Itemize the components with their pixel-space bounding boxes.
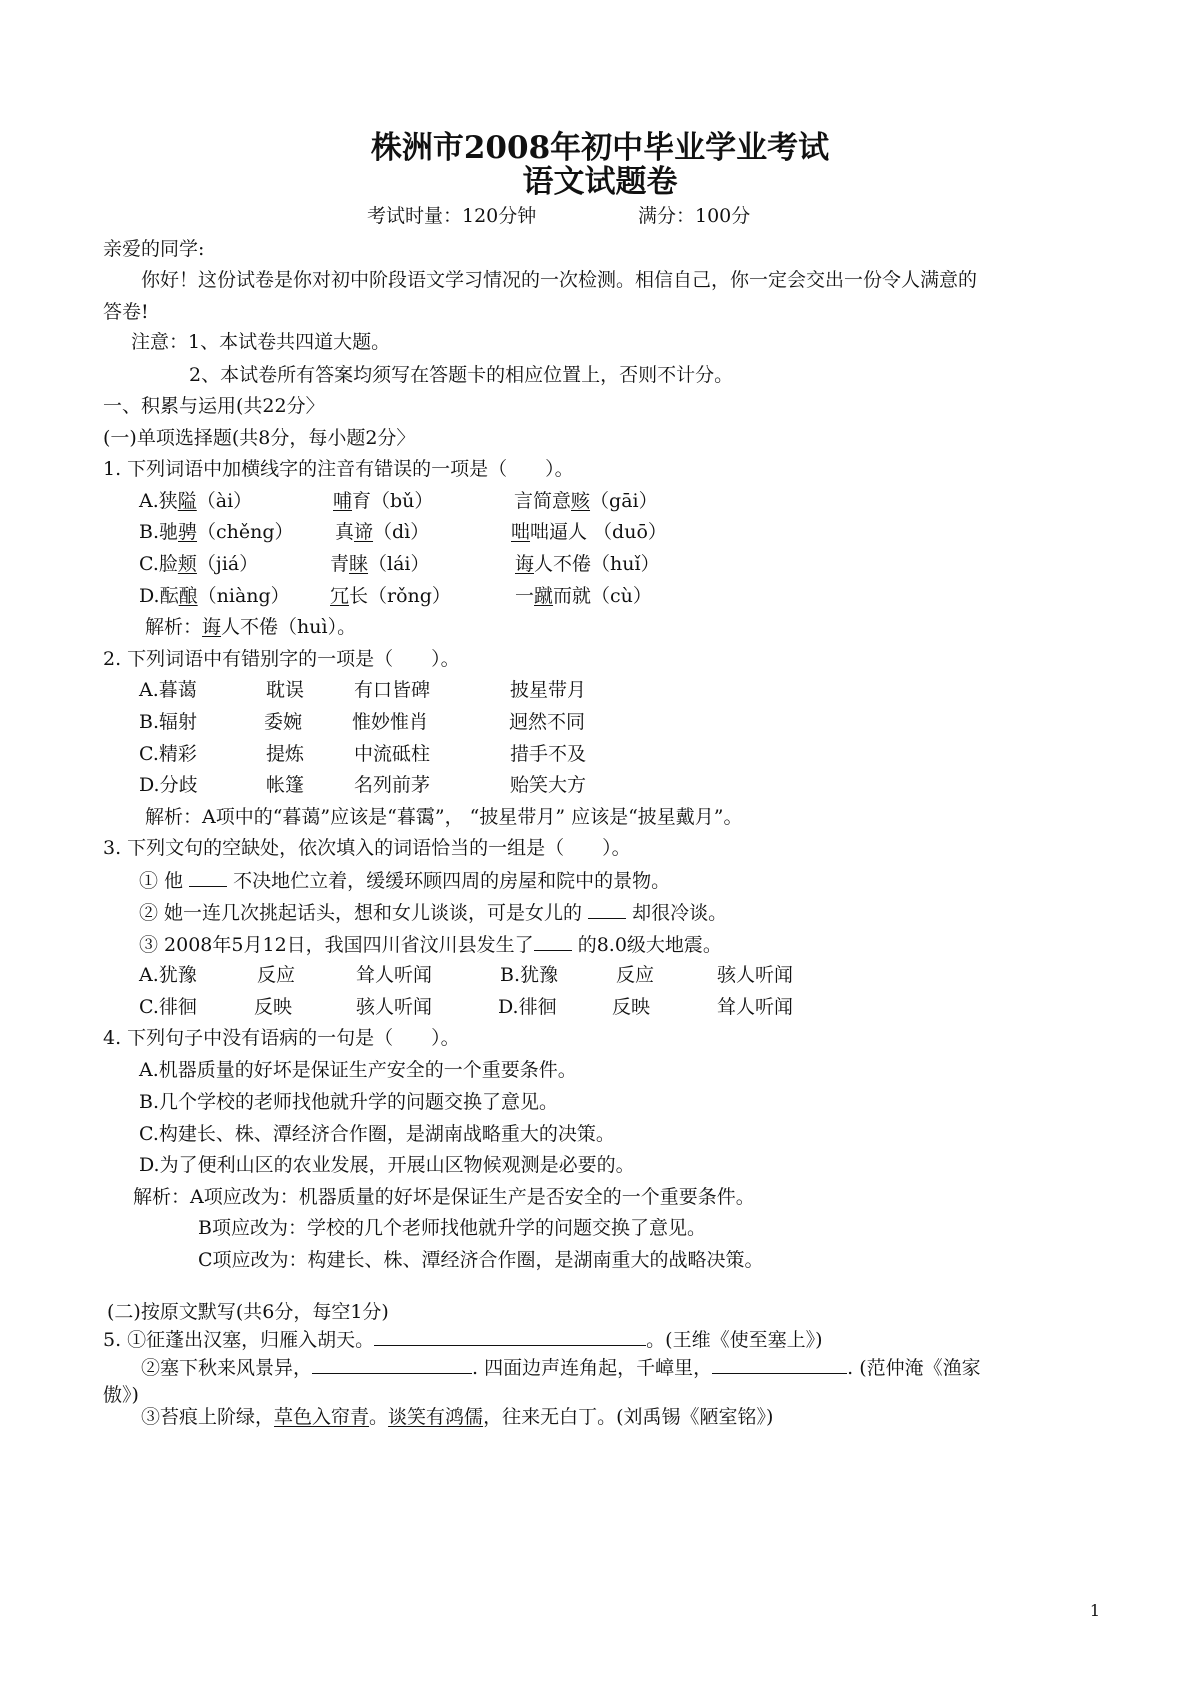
q1-b-3: 咄咄逼人 （duō）	[511, 521, 667, 543]
q2-b-4: 迥然不同	[509, 711, 586, 733]
q4-option-a: A.机器质量的好坏是保证生产安全的一个重要条件。	[139, 1059, 577, 1081]
q2-c-4: 措手不及	[510, 743, 587, 765]
q4-stem: 4. 下列句子中没有语病的一句是（ ）。	[103, 1027, 460, 1049]
q5-line-3: 傲》)	[103, 1384, 139, 1406]
q4-analysis-1: 解析：A项应改为：机器质量的好坏是保证生产是否安全的一个重要条件。	[133, 1186, 755, 1208]
exam-subtitle: 语文试题卷	[522, 164, 678, 200]
q3-opt-d-1: D.徘徊	[498, 996, 557, 1018]
q1-b-1: B.驰骋（chěng）	[139, 521, 294, 543]
fill-blank	[374, 1327, 646, 1346]
q3-opt-c-2: 反映	[254, 996, 293, 1018]
q2-a-2: 耽误	[266, 679, 305, 701]
q1-a-3: 言简意赅（gāi）	[514, 490, 658, 512]
q3-opt-d-3: 耸人听闻	[717, 996, 794, 1018]
q2-b-2: 委婉	[264, 711, 303, 733]
q1-a-2: 哺育（bǔ）	[333, 490, 434, 512]
fill-blank	[534, 932, 572, 951]
q2-b-1: B.辐射	[139, 711, 198, 733]
q4-analysis-3: C项应改为：构建长、株、潭经济合作圈，是湖南重大的战略决策。	[198, 1249, 764, 1271]
q1-d-2: 冗长（rǒng）	[330, 585, 451, 607]
q2-c-2: 提炼	[266, 743, 305, 765]
exam-title: 株洲市2008年初中毕业学业考试	[370, 130, 830, 166]
note-1: 注意：1、本试卷共四道大题。	[131, 331, 391, 353]
q4-option-c: C.构建长、株、潭经济合作圈，是湖南战略重大的决策。	[139, 1123, 615, 1145]
q3-opt-b-2: 反应	[616, 964, 655, 986]
q2-d-4: 贻笑大方	[510, 774, 587, 796]
page-number: 1	[1089, 1601, 1100, 1620]
intro-line-1: 你好！这份试卷是你对初中阶段语文学习情况的一次检测。相信自己，你一定会交出一份令人满意的	[141, 269, 978, 291]
q3-opt-a-2: 反应	[257, 964, 296, 986]
q2-d-2: 帐篷	[266, 774, 305, 796]
q5-line-1: 5. ①征蓬出汉塞，归雁入胡天。 。(王维《使至塞上》)	[103, 1329, 823, 1351]
q2-b-3: 惟妙惟肖	[352, 711, 429, 733]
q3-sentence-1: ① 他 不决地伫立着，缓缓环顾四周的房屋和院中的景物。	[139, 870, 671, 892]
q2-analysis: 解析：A项中的“暮蔼”应该是“暮霭”， “披星带月” 应该是“披星戴月”。	[145, 806, 743, 828]
q2-stem: 2. 下列词语中有错别字的一项是（ ）。	[103, 648, 460, 670]
fill-blank	[312, 1355, 472, 1374]
q2-c-1: C.精彩	[139, 743, 197, 765]
q3-stem: 3. 下列文句的空缺处，依次填入的词语恰当的一组是（ ）。	[103, 837, 631, 859]
fill-blank	[189, 868, 227, 887]
q2-c-3: 中流砥柱	[354, 743, 431, 765]
q2-a-4: 披星带月	[510, 679, 587, 701]
q2-d-3: 名列前茅	[354, 774, 431, 796]
q1-b-2: 真谛（dì）	[335, 521, 430, 543]
exam-time: 考试时量：120分钟	[367, 205, 537, 227]
q1-a-1: A.狭隘（ài）	[139, 490, 253, 512]
q1-stem: 1. 下列词语中加横线字的注音有错误的一项是（ ）。	[103, 458, 574, 480]
q3-opt-a-1: A.犹豫	[139, 964, 197, 986]
q3-opt-d-2: 反映	[612, 996, 651, 1018]
fill-blank	[712, 1355, 847, 1374]
q5-line-2: ②塞下秋来风景异， . 四面边声连角起，千嶂里， . (范仲淹《渔家	[141, 1357, 981, 1379]
intro-line-2: 答卷!	[103, 301, 149, 323]
fill-blank	[588, 900, 626, 919]
q1-d-3: 一蹴而就（cù）	[515, 585, 652, 607]
section-1-heading: 一、积累与运用(共22分〉	[103, 395, 325, 417]
q1-c-1: C.脸颊（jiá）	[139, 553, 259, 575]
q3-opt-c-3: 骇人听闻	[356, 996, 433, 1018]
q1-analysis: 解析：诲人不倦（huì）。	[145, 616, 357, 638]
q4-analysis-2: B项应改为：学校的几个老师找他就升学的问题交换了意见。	[198, 1217, 706, 1239]
q1-c-3: 诲人不倦（huǐ）	[515, 553, 660, 575]
part-1-heading: (一)单项选择题(共8分，每小题2分〉	[103, 427, 416, 449]
q1-d-1: D.酝酿（niàng）	[139, 585, 290, 607]
q1-c-2: 青睐（lái）	[330, 553, 430, 575]
q3-opt-a-3: 耸人听闻	[356, 964, 433, 986]
q3-opt-b-3: 骇人听闻	[717, 964, 794, 986]
q3-opt-c-1: C.徘徊	[139, 996, 197, 1018]
q2-a-3: 有口皆碑	[354, 679, 431, 701]
q2-a-1: A.暮蔼	[139, 679, 197, 701]
q4-option-b: B.几个学校的老师找他就升学的问题交换了意见。	[139, 1091, 559, 1113]
q4-option-d: D.为了便利山区的农业发展，开展山区物候观测是必要的。	[139, 1154, 635, 1176]
q2-d-1: D.分歧	[139, 774, 198, 796]
exam-score: 满分：100分	[638, 205, 751, 227]
q3-sentence-2: ② 她一连几次挑起话头，想和女儿谈谈，可是女儿的 却很冷谈。	[139, 902, 728, 924]
q3-sentence-3: ③ 2008年5月12日，我国四川省汶川县发生了 的8.0级大地震。	[139, 934, 722, 956]
greeting: 亲爱的同学:	[103, 238, 205, 260]
q5-line-4: ③苔痕上阶绿，草色入帘青。谈笑有鸿儒，往来无白丁。(刘禹锡《陋室铭》)	[141, 1406, 774, 1428]
q3-opt-b-1: B.犹豫	[500, 964, 559, 986]
note-2: 2、本试卷所有答案均须写在答题卡的相应位置上，否则不计分。	[189, 364, 734, 386]
part-2-heading: (二)按原文默写(共6分，每空1分)	[107, 1301, 389, 1323]
